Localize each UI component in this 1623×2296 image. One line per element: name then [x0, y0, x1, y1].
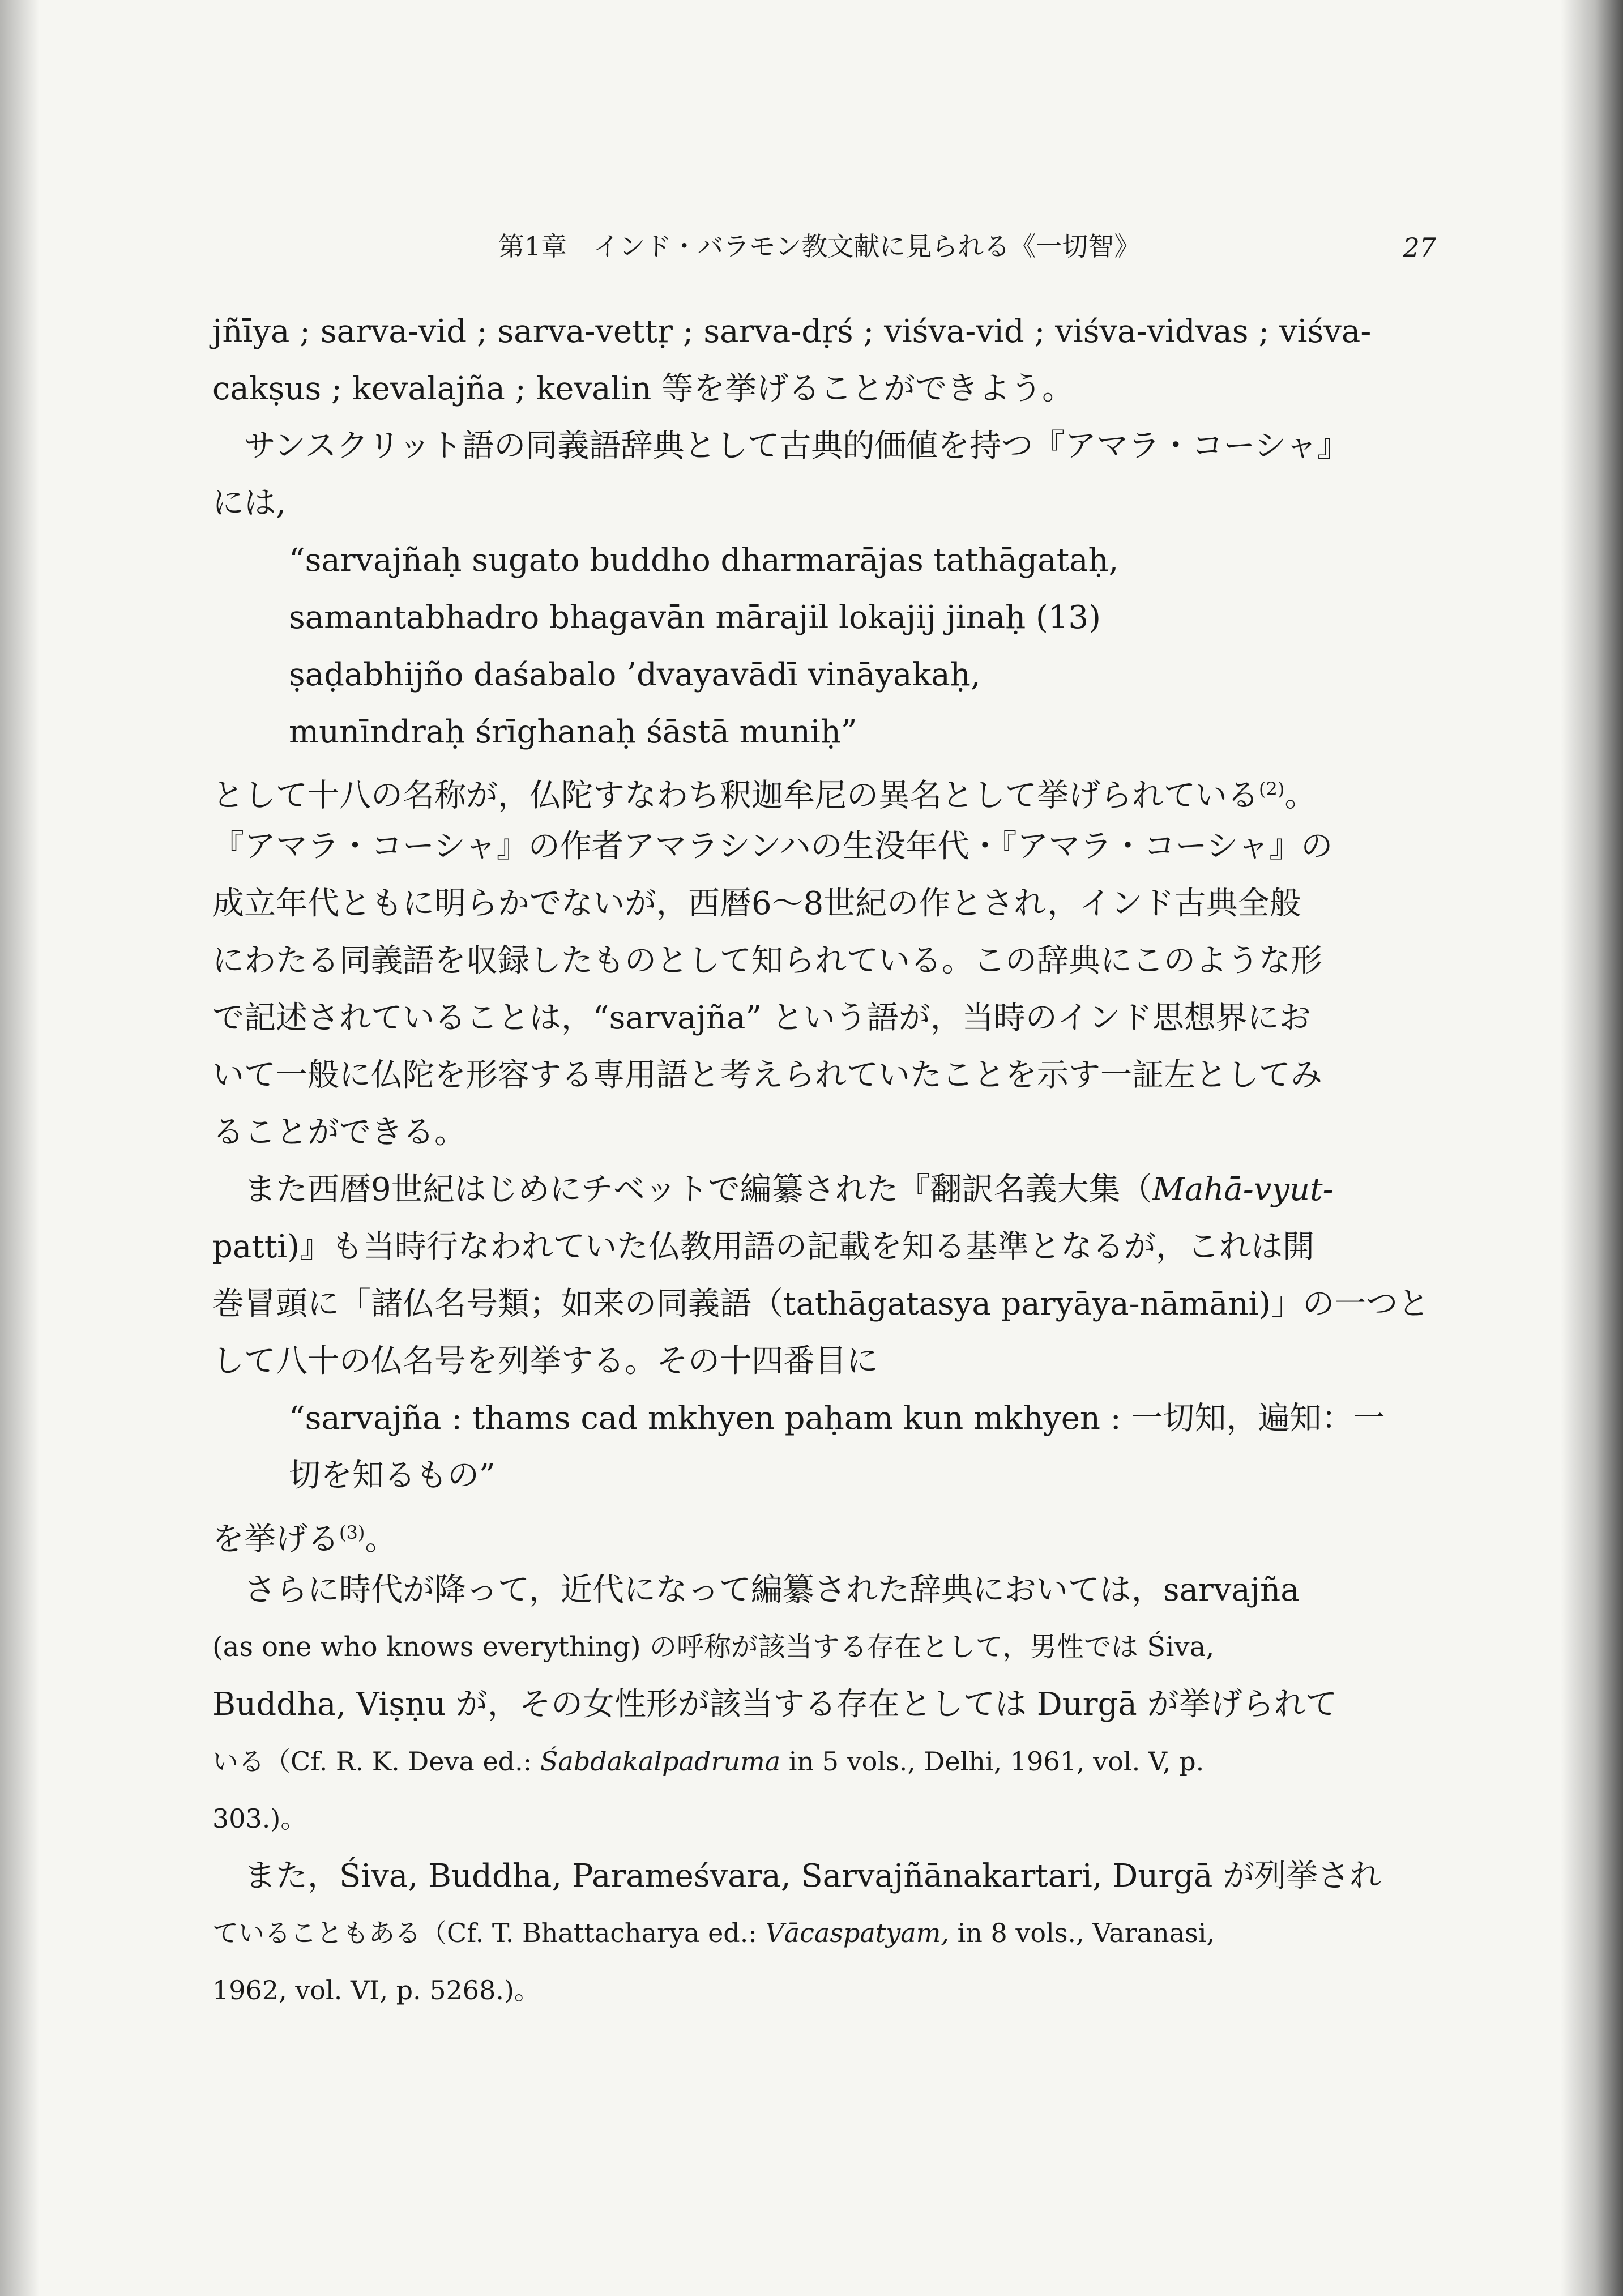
line-tail: in 8 vols., Varanasi, [949, 1918, 1215, 1948]
text-line [212, 1905, 1464, 1962]
line-text: また西暦9世紀はじめにチベットで編纂された『翻訳名義大集（ [244, 1171, 1152, 1208]
text-line: で記述されていることは，“sarvajña” という語が，当時のインド思想界にお [212, 1000, 1311, 1036]
text-line [212, 1504, 1464, 1561]
text-line [212, 1161, 1464, 1218]
line-text: ていることもある（Cf. T. Bhattacharya ed.: [212, 1918, 766, 1948]
quoted-verse-line: ṣaḍabhijño daśabalo ’dvayavādī vināyakaḥ, [289, 656, 981, 693]
text-line: cakṣus ; kevalajña ; kevalin 等を挙げることができよう。 [212, 370, 1074, 407]
text-line: ることができる。 [212, 1114, 466, 1151]
quoted-verse-line: samantabhadro bhagavān mārajil lokajij jinaḥ (13) [289, 599, 1101, 636]
line-end: 。 [365, 1521, 397, 1558]
italic-title: Vācaspatyam, [765, 1918, 949, 1948]
quoted-entry-line: “sarvajña : thams cad mkhyen paḥam kun mkhyen : 一切知，遍知：一 [289, 1400, 1385, 1437]
text-line: jñīya ; sarva-vid ; sarva-vettṛ ; sarva-dṛś ; viśva-vid ; viśva-vidvas ; viśva- [212, 313, 1372, 350]
text-line: 成立年代ともに明らかでないが，西暦6～8世紀の作とされ，インド古典全般 [212, 885, 1301, 922]
text-line: さらに時代が降って，近代になって編纂された辞典においては，sarvajña [244, 1572, 1300, 1608]
quoted-verse-line: “sarvajñaḥ sugato buddho dharmarājas tathāgataḥ, [289, 542, 1119, 579]
page-number: 27 [1403, 232, 1436, 263]
text-line: 1962, vol. VI, p. 5268.)。 [212, 1975, 540, 2005]
line-text: いる（Cf. R. K. Deva ed.: [212, 1746, 540, 1777]
line-text: として十八の名称が，仏陀すなわち釈迦牟尼の異名として挙げられている [212, 777, 1259, 814]
quoted-verse-line: munīndraḥ śrīghanaḥ śāstā muniḥ” [289, 714, 857, 750]
text-line: には, [212, 485, 286, 522]
text-line: (as one who knows everything) の呼称が該当する存在として，男性では Śiva, [212, 1631, 1215, 1663]
text-line: patti)』も当時行なわれていた仏教用語の記載を知る基準となるが，これは開 [212, 1228, 1314, 1265]
line-tail: in 5 vols., Delhi, 1961, vol. V, p. [780, 1746, 1205, 1777]
text-line [212, 761, 1464, 818]
italic-title: Mahā-vyut- [1152, 1171, 1334, 1208]
text-line: Buddha, Viṣṇu が，その女性形が該当する存在としては Durgā が挙げられて [212, 1686, 1338, 1723]
scan-right-edge [1561, 0, 1623, 2296]
line-end: 。 [1284, 777, 1317, 814]
text-line: いて一般に仏陀を形容する専用語と考えられていたことを示す一証左としてみ [212, 1057, 1322, 1094]
text-line: サンスクリット語の同義語辞典として古典的価値を持つ『アマラ・コーシャ』 [244, 428, 1349, 464]
text-line: して八十の仏名号を列挙する。その十四番目に [212, 1343, 878, 1380]
footnote-marker: (3) [339, 1522, 365, 1543]
text-line [212, 1733, 1464, 1790]
italic-title: Śabdakalpadruma [540, 1746, 781, 1777]
line-text: を挙げる [212, 1521, 339, 1558]
page-body [212, 303, 1464, 2019]
text-line: 巻冒頭に「諸仏名号類；如来の同義語（tathāgatasya paryāya-nāmāni)」の一つと [212, 1286, 1430, 1322]
text-line: 303.)。 [212, 1803, 307, 1834]
text-line: また，Śiva, Buddha, Parameśvara, Sarvajñānakartari, Durgā が列挙され [244, 1858, 1382, 1894]
quoted-entry-line: 切を知るもの” [289, 1457, 496, 1494]
running-header: 第1章 インド・バラモン教文献に見られる《一切智》 [498, 231, 1141, 262]
text-line: にわたる同義語を収録したものとして知られている。この辞典にこのような形 [212, 942, 1322, 979]
text-line: 『アマラ・コーシャ』の作者アマラシンハの生没年代・『アマラ・コーシャ』の [212, 828, 1333, 865]
scan-left-edge [0, 0, 40, 2296]
footnote-marker: (2) [1259, 778, 1285, 800]
